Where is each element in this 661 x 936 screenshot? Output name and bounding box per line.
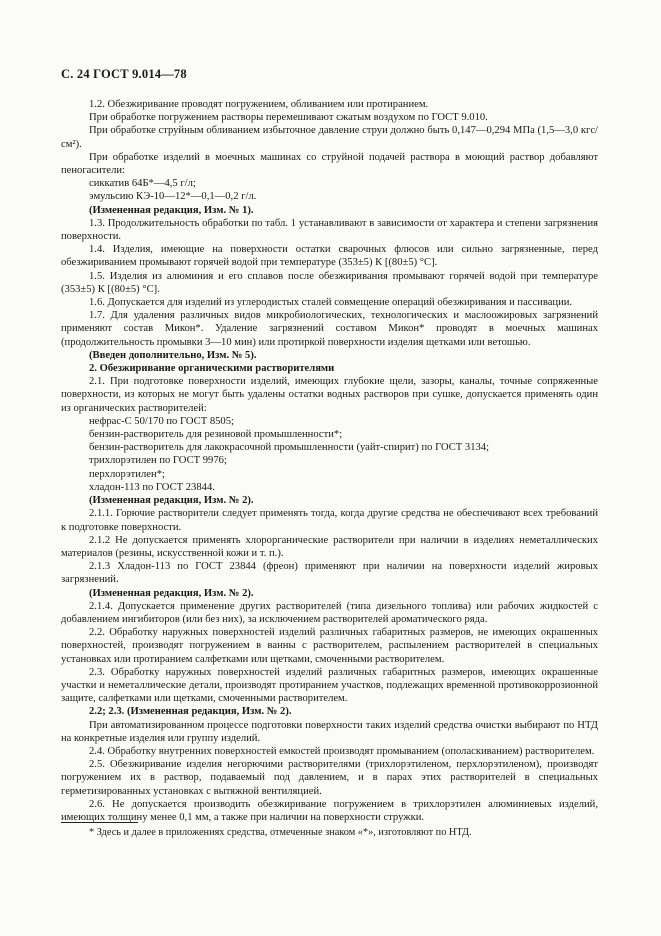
list-item: эмульсию КЭ-10—12*—0,1—0,2 г/л. xyxy=(89,191,257,203)
paragraph: 2.1.1. Горючие растворители следует применять тогда, когда другие средства не обеспечивают всех требований к подготовке поверхности. xyxy=(61,508,598,533)
section-note: 2.2; 2.3. (Измененная редакция, Изм. № 2). xyxy=(89,706,292,718)
section-note: (Измененная редакция, Изм. № 2). xyxy=(89,587,254,599)
section-note: 2. Обезжиривание органическими растворителями xyxy=(89,363,335,375)
page-header: С. 24 ГОСТ 9.014—78 xyxy=(61,67,187,81)
document-body xyxy=(61,98,598,824)
paragraph: При обработке струйным обливанием избыточное давление струи должно быть 0,147—0,294 МПа (1,5—3,0 кгс/см²). xyxy=(61,125,598,150)
paragraph: 2.1.2 Не допускается применять хлорорганические растворители при наличии в изделиях неметаллических материалов (резины, искусственной кожи и т. п.). xyxy=(61,534,598,559)
paragraph: 1.3. Продолжительность обработки по табл. 1 устанавливают в зависимости от характера и степени загрязнения поверхности. xyxy=(61,217,598,243)
paragraph: 2.1.4. Допускается применение других растворителей (типа дизельного топлива) или рабочих жидкостей с добавлением ингибиторов (или без них), за исключением растворителей ароматического ряда. xyxy=(61,600,598,625)
paragraph: 1.7. Для удаления различных видов микробиологических, технологических и маслоожировых загрязнений применяют состав Микон*. Удаление загрязнений составом Микон* проводят в моечных машинах (продолжительность промывки 3—10 мин) или протиркой поверхности изделия щетками или ветошью. xyxy=(61,310,598,348)
list-item: бензин-растворитель для резиновой промышленности*; xyxy=(89,429,343,441)
paragraph: 1.2. Обезжиривание проводят погружением, обливанием или протиранием. xyxy=(89,99,429,110)
paragraph: При автоматизированном процессе подготовки поверхности таких изделий средства очистки выбирают по НТД на конкретные изделия или группу изделий. xyxy=(61,719,598,744)
footnote: * Здесь и далее в приложениях средства, отмеченные знаком «*», изготовляют по НТД. xyxy=(89,827,472,838)
footnote-divider xyxy=(61,822,138,823)
paragraph: 2.6. Не допускается производить обезжиривание погружением в трихлорэтилен алюминиевых изделий, имеющих толщину менее 0,1 мм, а также при наличии на поверхности стружки. xyxy=(61,798,598,823)
section-note: (Введен дополнительно, Изм. № 5). xyxy=(89,349,257,361)
list-item: хладон-113 по ГОСТ 23844. xyxy=(89,481,215,493)
paragraph: При обработке погружением растворы перемешивают сжатым воздухом по ГОСТ 9.010. xyxy=(89,112,488,124)
list-item: трихлорэтилен по ГОСТ 9976; xyxy=(89,455,227,467)
paragraph: 2.2. Обработку наружных поверхностей изделий различных габаритных размеров, не имеющих окрашенных поверхностей, производят погружением в ванны с растворителем, распылением растворителей в специальных установках или протиранием салфетками или щетками, смоченными растворителем. xyxy=(61,627,598,665)
paragraph: 1.4. Изделия, имеющие на поверхности остатки сварочных флюсов или сильно загрязненные, перед обезжириванием промывают горячей водой при температуре (353±5) К [(80±5) °С]. xyxy=(61,244,598,269)
list-item: бензин-растворитель для лакокрасочной промышленности (уайт-спирит) по ГОСТ 3134; xyxy=(89,442,490,454)
paragraph: 1.5. Изделия из алюминия и его сплавов после обезжиривания промывают горячей водой при температуре (353±5) К [(80±5) °С]. xyxy=(61,270,598,295)
section-note: (Измененная редакция, Изм. № 2). xyxy=(89,495,254,507)
paragraph: 1.6. Допускается для изделий из углеродистых сталей совмещение операций обезжиривания и пассивации. xyxy=(89,297,573,309)
paragraph: 2.1.3 Хладон-113 по ГОСТ 23844 (фреон) применяют при наличии на поверхности изделий жировых загрязнений. xyxy=(61,561,598,586)
paragraph: 2.5. Обезжиривание изделия негорючими растворителями (трихлорэтиленом, перхлорэтиленом), производят погружением их в раствор, подаваемый под давлением, и в парах этих растворителей в специальных герметизированных установках с вытяжной вентиляцией. xyxy=(61,759,598,797)
list-item: перхлорэтилен*; xyxy=(89,468,165,480)
section-note: (Измененная редакция, Изм. № 1). xyxy=(89,204,254,216)
paragraph: 2.4. Обработку внутренних поверхностей емкостей производят промыванием (ополаскиванием) растворителем. xyxy=(89,745,595,757)
paragraph: 2.3. Обработку наружных поверхностей изделий различных габаритных размеров, имеющих окрашенные участки и неметаллические детали, производят протиранием участков, подлежащих временной противокоррозионной защите, салфетками или щетками, смоченными растворителем. xyxy=(61,666,598,705)
paragraph: При обработке изделий в моечных машинах со струйной подачей раствора в моющий раствор добавляют пеногасители: xyxy=(61,151,598,177)
list-item: нефрас-С 50/170 по ГОСТ 8505; xyxy=(89,415,234,427)
paragraph: 2.1. При подготовке поверхности изделий, имеющих глубокие щели, зазоры, каналы, точные сопряженные поверхности, из которых не могут быть удалены остатки водных растворов при сушке, допускается применять один из органических растворителей: xyxy=(61,376,598,414)
list-item: сиккатив 64Б*—4,5 г/л; xyxy=(89,178,196,190)
